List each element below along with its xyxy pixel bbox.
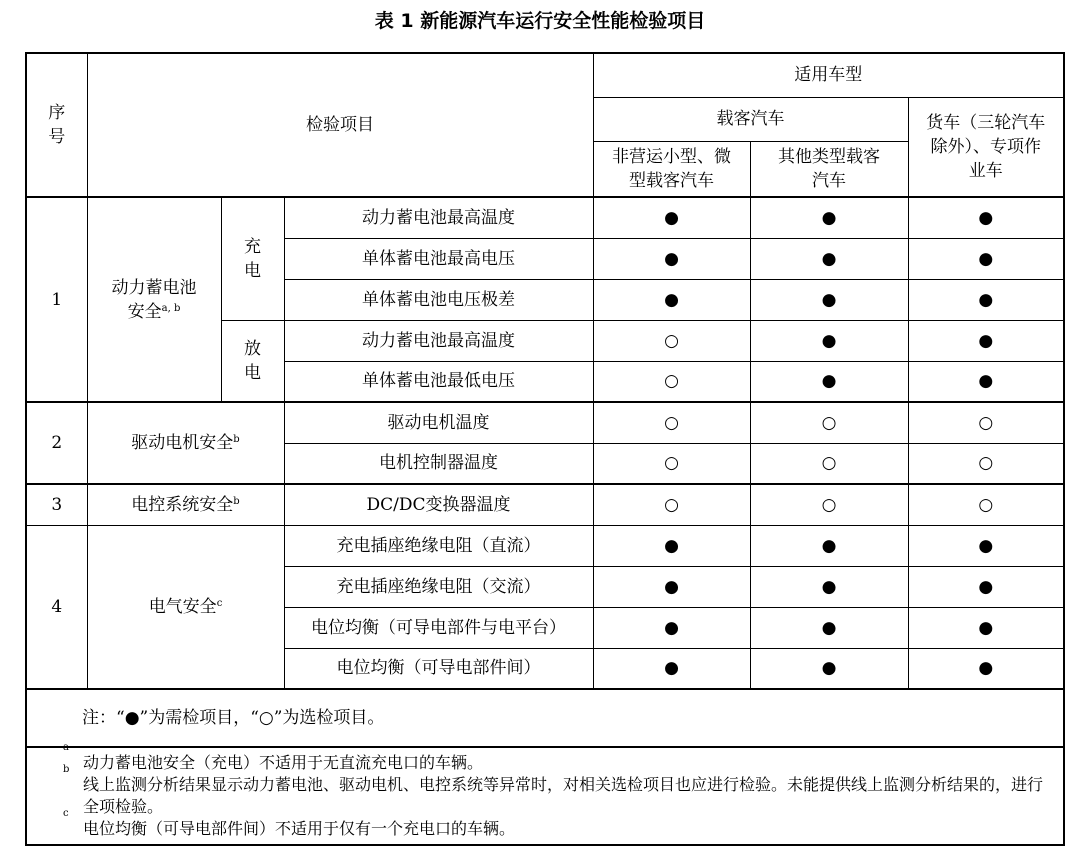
table-title: 表 1 新能源汽车运行安全性能检验项目: [374, 10, 706, 32]
row-cell: ●: [750, 525, 908, 566]
row-cell: ○: [593, 361, 750, 402]
row-cell: ○: [908, 402, 1064, 443]
header-other-vehicle: 其他类型载客 汽车: [750, 141, 908, 197]
row-item: 动力蓄电池最高温度: [284, 320, 593, 361]
row-cell: ●: [750, 320, 908, 361]
row-cell: ○: [908, 484, 1064, 525]
row-cell: ●: [908, 361, 1064, 402]
footnote-b: b 线上监测分析结果显示动力蓄电池、驱动电机、电控系统等异常时，对相关选检项目也应进行检验。未能提供线上监测分析结果的，进行全项检验。: [63, 764, 1044, 816]
row-cell: ●: [908, 320, 1064, 361]
row-item: 驱动电机温度: [284, 402, 593, 443]
group-1-sub-discharge: 放 电: [221, 320, 284, 402]
row-cell: ●: [908, 279, 1064, 320]
group-4-no: 4: [26, 525, 87, 689]
row-cell: ○: [750, 443, 908, 484]
group-3-no: 3: [26, 484, 87, 525]
row-cell: ●: [750, 607, 908, 648]
row-cell: ●: [750, 279, 908, 320]
row-item: 单体蓄电池电压极差: [284, 279, 593, 320]
row-cell: ●: [593, 648, 750, 689]
row-cell: ●: [593, 238, 750, 279]
header-applicable: 适用车型: [593, 53, 1064, 97]
row-cell: ○: [908, 443, 1064, 484]
group-2-no: 2: [26, 402, 87, 484]
group-1-sub-charge: 充 电: [221, 197, 284, 320]
row-cell: ●: [908, 566, 1064, 607]
group-4-name: 电气安全$^c$: [87, 525, 284, 689]
row-cell: ●: [750, 566, 908, 607]
header-seq: 序 号: [26, 53, 87, 197]
header-truck: 货车（三轮汽车 除外）、专项作 业车: [908, 97, 1064, 197]
row-cell: ●: [750, 361, 908, 402]
inspection-table: [25, 52, 1065, 846]
row-cell: ●: [750, 238, 908, 279]
row-item: DC/DC变换器温度: [284, 484, 593, 525]
row-cell: ●: [908, 197, 1064, 238]
footnote-a: a 动力蓄电池安全（充电）不适用于无直流充电口的车辆。: [63, 742, 484, 772]
row-item: 单体蓄电池最低电压: [284, 361, 593, 402]
row-cell: ●: [908, 648, 1064, 689]
row-cell: ○: [593, 402, 750, 443]
footnote-c: c 电位均衡（可导电部件间）不适用于仅有一个充电口的车辆。: [63, 808, 516, 838]
footnotes: [26, 742, 1064, 845]
row-cell: ●: [593, 525, 750, 566]
row-item: 充电插座绝缘电阻（直流）: [284, 525, 593, 566]
row-cell: ●: [908, 238, 1064, 279]
row-cell: ●: [593, 566, 750, 607]
group-3-name: 电控系统安全$^b$: [87, 484, 284, 525]
row-cell: ●: [908, 607, 1064, 648]
group-1-no: 1: [26, 197, 87, 402]
row-cell: ○: [593, 320, 750, 361]
row-item: 电位均衡（可导电部件间）: [284, 648, 593, 689]
row-cell: ●: [593, 197, 750, 238]
legend-note: 注：“●”为需检项目，“○”为选检项目。: [26, 689, 1064, 747]
row-cell: ○: [593, 484, 750, 525]
row-cell: ●: [593, 607, 750, 648]
row-item: 充电插座绝缘电阻（交流）: [284, 566, 593, 607]
row-item: 动力蓄电池最高温度: [284, 197, 593, 238]
row-item: 电机控制器温度: [284, 443, 593, 484]
group-1-name: 动力蓄电池 安全$^{a, b}$: [87, 197, 221, 402]
header-passenger: 载客汽车: [593, 97, 908, 141]
row-cell: ●: [750, 648, 908, 689]
group-2-name: 驱动电机安全$^b$: [87, 402, 284, 484]
row-cell: ●: [593, 279, 750, 320]
header-small-vehicle: 非营运小型、微 型载客汽车: [593, 141, 750, 197]
row-item: 电位均衡（可导电部件与电平台）: [284, 607, 593, 648]
row-cell: ○: [750, 484, 908, 525]
row-cell: ○: [750, 402, 908, 443]
row-cell: ●: [908, 525, 1064, 566]
row-cell: ●: [750, 197, 908, 238]
header-item: 检验项目: [87, 53, 593, 197]
row-cell: ○: [593, 443, 750, 484]
row-item: 单体蓄电池最高电压: [284, 238, 593, 279]
